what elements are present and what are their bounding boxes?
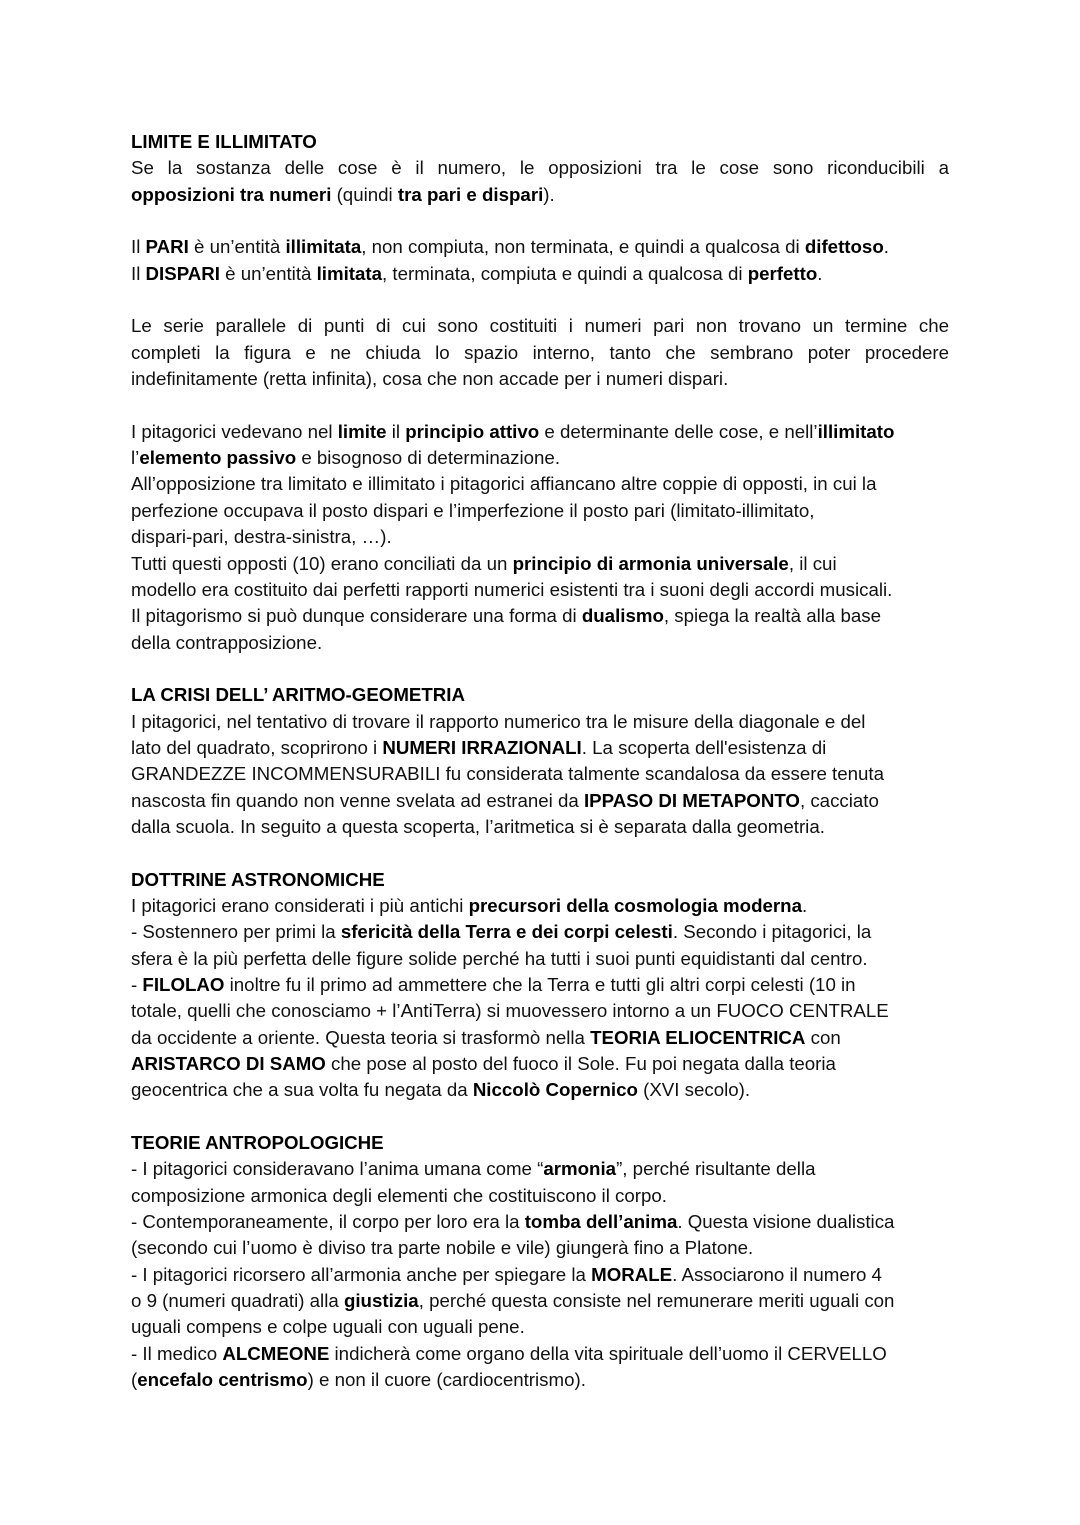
blank-line xyxy=(131,840,949,866)
text-run: , perché questa consiste nel remunerare meriti uguali con xyxy=(418,1290,895,1312)
text-run: e bisognoso di determinazione. xyxy=(296,447,561,469)
bold-text: DOTTRINE ASTRONOMICHE xyxy=(131,868,385,890)
text-run: (secondo cui l’uomo è diviso tra parte nobile e vile) giungerà fino a Platone. xyxy=(131,1237,754,1259)
bold-text: ARISTARCO DI SAMO xyxy=(131,1053,326,1075)
text-run: ( xyxy=(131,1369,138,1391)
text-run: I pitagorici vedevano nel xyxy=(131,420,338,442)
text-run: uguali compens e colpe uguali con uguali pene. xyxy=(131,1316,525,1338)
text-run: sfera è la più perfetta delle figure solide perché ha tutti i suoi punti equidistanti dal centro. xyxy=(131,947,868,969)
text-line xyxy=(131,1341,949,1367)
bold-text: PARI xyxy=(145,236,189,258)
section-heading xyxy=(131,129,949,155)
text-line xyxy=(131,1077,949,1103)
bold-text: difettoso xyxy=(804,236,884,258)
text-line xyxy=(131,498,949,524)
text-line xyxy=(131,919,949,945)
text-run: - xyxy=(131,974,143,995)
text-line xyxy=(131,366,949,392)
text-run: , spiega la realtà alla base xyxy=(663,605,882,627)
blank-line xyxy=(131,656,949,682)
text-line xyxy=(131,1235,949,1261)
bold-text: sfericità della Terra e dei corpi celesti xyxy=(340,921,673,943)
text-run: (quindi xyxy=(331,183,398,205)
bold-text: illimitata xyxy=(285,236,362,258)
text-run: il xyxy=(386,420,406,442)
text-run: Il pitagorismo si può dunque considerare una forma di xyxy=(131,605,582,627)
text-line xyxy=(131,445,949,471)
bold-text: tra pari e dispari xyxy=(397,183,544,205)
text-line xyxy=(131,524,949,550)
text-run: ). xyxy=(543,183,555,205)
text-line xyxy=(131,1156,949,1182)
text-run: indicherà come organo della vita spirituale dell’uomo il CERVELLO xyxy=(329,1342,887,1364)
text-run: All’opposizione tra limitato e illimitato i pitagorici affiancano altre coppie di opposti, in cui la xyxy=(131,473,877,495)
text-line xyxy=(131,1051,949,1077)
text-run: Il xyxy=(131,262,146,284)
text-run: I pitagorici, nel tentativo di trovare il rapporto numerico tra le misure della diagonale e del xyxy=(131,710,866,732)
bold-text: principio attivo xyxy=(405,420,540,442)
text-run: (XVI secolo). xyxy=(637,1079,751,1101)
text-line xyxy=(131,814,949,840)
text-run: GRANDEZZE INCOMMENSURABILI fu considerata talmente scandalosa da essere tenuta xyxy=(131,763,885,785)
bold-text: MORALE xyxy=(591,1263,673,1285)
blank-line xyxy=(131,392,949,418)
text-line xyxy=(131,972,949,998)
text-run: ) e non il cuore (cardiocentrismo). xyxy=(307,1369,586,1391)
text-line xyxy=(131,761,949,787)
text-line xyxy=(131,155,949,181)
bold-text: principio di armonia universale xyxy=(512,552,789,574)
text-run: che pose al posto del fuoco il Sole. Fu poi negata dalla teoria xyxy=(325,1053,836,1075)
bold-text: elemento passivo xyxy=(139,447,297,469)
text-run: modello era costituito dai perfetti rapporti numerici esistenti tra i suoni degli accordi musicali. xyxy=(131,578,893,600)
text-run: . Associarono il numero 4 xyxy=(672,1263,882,1285)
text-run: lato del quadrato, scoprirono i xyxy=(131,736,383,758)
text-run: , cacciato xyxy=(799,789,879,811)
bold-text: giustizia xyxy=(343,1290,419,1312)
text-line xyxy=(131,551,949,577)
text-line xyxy=(131,998,949,1024)
text-line xyxy=(131,419,949,445)
text-line xyxy=(131,946,949,972)
bold-text: limite xyxy=(337,420,387,442)
bold-text: TEORIE ANTROPOLOGICHE xyxy=(131,1132,384,1154)
text-run: indefinitamente (retta infinita), cosa che non accade per i numeri dispari. xyxy=(131,368,729,390)
blank-line xyxy=(131,208,949,234)
text-line xyxy=(131,1288,949,1314)
bold-text: LIMITE E ILLIMITATO xyxy=(131,131,317,152)
text-line xyxy=(131,735,949,761)
text-line xyxy=(131,1183,949,1209)
text-run: - I pitagorici ricorsero all’armonia anche per spiegare la xyxy=(131,1263,592,1285)
text-line xyxy=(131,1262,949,1288)
text-line xyxy=(131,893,949,919)
text-run: completi la figura e ne chiuda lo spazio interno, tanto che sembrano poter procedere xyxy=(131,341,949,363)
text-run: Le serie parallele di punti di cui sono costituiti i numeri pari non trovano un termine che xyxy=(131,315,949,337)
bold-text: tomba dell’anima xyxy=(524,1211,678,1233)
bold-text: Niccolò Copernico xyxy=(472,1079,638,1101)
bold-text: LA CRISI DELL’ ARITMO-GEOMETRIA xyxy=(131,684,465,706)
text-run: della contrapposizione. xyxy=(131,631,323,653)
bold-text: NUMERI IRRAZIONALI xyxy=(382,736,582,758)
bold-text: TEORIA ELIOCENTRICA xyxy=(590,1026,806,1048)
text-run: Se la sostanza delle cose è il numero, le opposizioni tra le cose sono riconducibili a xyxy=(131,157,949,179)
section-heading xyxy=(131,867,949,893)
text-run: Tutti questi opposti (10) erano conciliati da un xyxy=(131,552,513,574)
bold-text: dualismo xyxy=(581,605,664,627)
text-run: perfezione occupava il posto dispari e l’imperfezione il posto pari (limitato-illimitato, xyxy=(131,499,815,521)
text-line xyxy=(131,313,949,339)
text-line xyxy=(131,788,949,814)
text-run: dispari-pari, destra-sinistra, …). xyxy=(131,526,392,548)
text-run: da occidente a oriente. Questa teoria si trasformò nella xyxy=(131,1026,591,1048)
bold-text: precursori della cosmologia moderna xyxy=(468,894,802,916)
text-run: - Contemporaneamente, il corpo per loro era la xyxy=(131,1211,525,1233)
bold-text: FILOLAO xyxy=(142,974,225,995)
document-page xyxy=(131,129,949,1394)
text-run: . Secondo i pitagorici, la xyxy=(672,921,872,943)
text-line xyxy=(131,471,949,497)
text-run: è un’entità xyxy=(188,236,286,258)
bold-text: illimitato xyxy=(817,420,895,442)
text-run: - I pitagorici consideravano l’anima umana come “ xyxy=(131,1158,544,1180)
text-line xyxy=(131,1025,949,1051)
blank-line xyxy=(131,1104,949,1130)
text-run: nascosta fin quando non venne svelata ad estranei da xyxy=(131,789,584,811)
bold-text: armonia xyxy=(543,1158,617,1180)
bold-text: IPPASO DI METAPONTO xyxy=(583,789,800,811)
blank-line xyxy=(131,287,949,313)
section-heading xyxy=(131,682,949,708)
bold-text: DISPARI xyxy=(145,262,220,284)
text-line xyxy=(131,577,949,603)
text-run: composizione armonica degli elementi che costituiscono il corpo. xyxy=(131,1184,667,1206)
text-line xyxy=(131,709,949,735)
bold-text: perfetto xyxy=(747,262,818,284)
text-run: con xyxy=(805,1026,841,1048)
text-run: è un’entità xyxy=(219,262,317,284)
text-line xyxy=(131,1314,949,1340)
text-run: . La scoperta dell'esistenza di xyxy=(581,736,827,758)
text-run: - Il medico xyxy=(131,1342,223,1364)
text-line xyxy=(131,1367,949,1393)
text-run: l’ xyxy=(131,447,140,469)
text-run: I pitagorici erano considerati i più antichi xyxy=(131,894,469,916)
text-run: , il cui xyxy=(788,552,837,574)
text-run: , non compiuta, non terminata, e quindi a qualcosa di xyxy=(361,236,805,258)
text-line xyxy=(131,261,949,287)
text-run: . xyxy=(883,236,889,258)
text-run: - Sostennero per primi la xyxy=(131,921,341,943)
text-run: . xyxy=(817,262,823,284)
text-run: . Questa visione dualistica xyxy=(677,1211,895,1233)
text-run: geocentrica che a sua volta fu negata da xyxy=(131,1079,473,1101)
bold-text: limitata xyxy=(316,262,383,284)
text-line xyxy=(131,182,949,208)
text-run: Il xyxy=(131,236,146,258)
text-run: e determinante delle cose, e nell’ xyxy=(539,420,818,442)
text-line xyxy=(131,234,949,260)
bold-text: opposizioni tra numeri xyxy=(131,183,332,205)
text-run: . xyxy=(801,894,808,916)
section-heading xyxy=(131,1130,949,1156)
text-line xyxy=(131,1209,949,1235)
bold-text: ALCMEONE xyxy=(222,1342,330,1364)
text-run: , terminata, compiuta e quindi a qualcosa di xyxy=(382,262,748,284)
text-run: totale, quelli che conosciamo + l’AntiTerra) si muovessero intorno a un FUOCO CENTRALE xyxy=(131,1000,889,1022)
bold-text: encefalo centrismo xyxy=(137,1369,308,1391)
text-run: inoltre fu il primo ad ammettere che la Terra e tutti gli altri corpi celesti (10 in xyxy=(224,974,856,995)
text-line xyxy=(131,340,949,366)
text-run: ”, perché risultante della xyxy=(616,1158,816,1180)
text-line xyxy=(131,630,949,656)
text-line xyxy=(131,603,949,629)
text-run: o 9 (numeri quadrati) alla xyxy=(131,1290,344,1312)
text-run: dalla scuola. In seguito a questa scoperta, l’aritmetica si è separata dalla geometria. xyxy=(131,815,825,837)
